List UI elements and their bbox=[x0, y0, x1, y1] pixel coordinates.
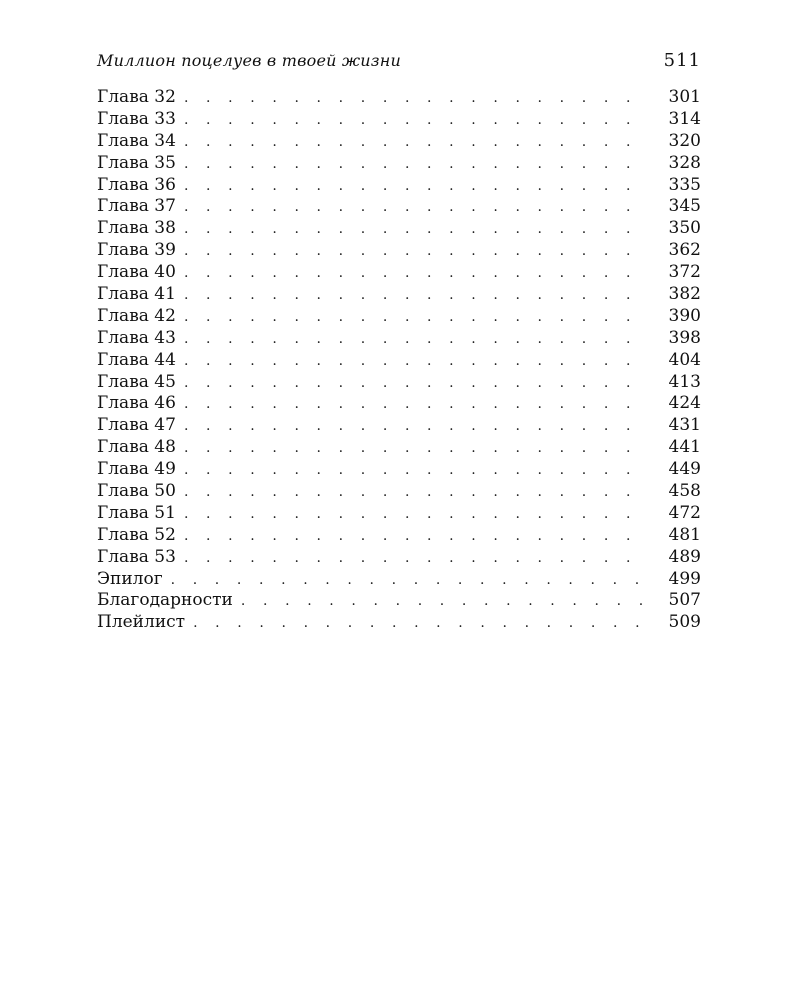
dot-leader bbox=[184, 460, 647, 482]
toc-entry-title: Глава 39 bbox=[97, 240, 176, 261]
toc-entry[interactable] bbox=[97, 372, 701, 394]
toc-entry[interactable] bbox=[97, 306, 701, 328]
toc-entry-page: 472 bbox=[668, 502, 701, 523]
dot-leader bbox=[184, 438, 647, 460]
toc-entry-title: Глава 46 bbox=[97, 393, 176, 414]
toc-entry-title: Плейлист bbox=[97, 612, 186, 633]
toc-entry-page: 382 bbox=[668, 284, 701, 305]
toc-entry-page: 481 bbox=[668, 524, 701, 545]
toc-entry-title: Глава 41 bbox=[97, 284, 176, 305]
toc-entry[interactable] bbox=[97, 612, 701, 634]
dot-leader bbox=[184, 416, 647, 438]
toc-entry-title: Эпилог bbox=[97, 568, 163, 589]
toc-entry[interactable] bbox=[97, 240, 701, 262]
table-of-contents bbox=[97, 87, 701, 634]
toc-entry[interactable] bbox=[97, 196, 701, 218]
toc-entry-page: 398 bbox=[668, 327, 701, 348]
dot-leader bbox=[184, 241, 647, 263]
book-title: Миллион поцелуев в твоей жизни bbox=[97, 51, 401, 70]
toc-entry-title: Глава 45 bbox=[97, 371, 176, 392]
toc-entry[interactable] bbox=[97, 525, 701, 547]
dot-leader bbox=[184, 504, 647, 526]
dot-leader bbox=[241, 591, 647, 613]
toc-entry-title: Глава 47 bbox=[97, 415, 176, 436]
page-number: 511 bbox=[663, 50, 701, 71]
dot-leader bbox=[184, 351, 647, 373]
toc-entry-page: 441 bbox=[668, 437, 701, 458]
toc-entry-page: 314 bbox=[668, 108, 701, 129]
toc-entry-page: 328 bbox=[668, 152, 701, 173]
toc-entry[interactable] bbox=[97, 175, 701, 197]
toc-entry-title: Глава 37 bbox=[97, 196, 176, 217]
toc-entry-page: 372 bbox=[668, 262, 701, 283]
dot-leader bbox=[184, 110, 647, 132]
toc-entry-title: Глава 51 bbox=[97, 502, 176, 523]
toc-entry-title: Глава 42 bbox=[97, 305, 176, 326]
dot-leader bbox=[184, 88, 647, 110]
toc-entry[interactable] bbox=[97, 284, 701, 306]
toc-entry-page: 350 bbox=[668, 218, 701, 239]
toc-entry[interactable] bbox=[97, 547, 701, 569]
dot-leader bbox=[184, 526, 647, 548]
toc-entry-page: 362 bbox=[668, 240, 701, 261]
book-page bbox=[97, 50, 701, 634]
toc-entry-title: Глава 44 bbox=[97, 349, 176, 370]
toc-entry[interactable] bbox=[97, 393, 701, 415]
toc-entry-page: 404 bbox=[668, 349, 701, 370]
toc-entry-page: 489 bbox=[668, 546, 701, 567]
dot-leader bbox=[184, 394, 647, 416]
toc-entry[interactable] bbox=[97, 87, 701, 109]
dot-leader bbox=[184, 132, 647, 154]
toc-entry-page: 458 bbox=[668, 481, 701, 502]
dot-leader bbox=[184, 285, 647, 307]
toc-entry-page: 509 bbox=[668, 612, 701, 633]
toc-entry[interactable] bbox=[97, 437, 701, 459]
dot-leader bbox=[184, 263, 647, 285]
toc-entry[interactable] bbox=[97, 153, 701, 175]
toc-entry-page: 345 bbox=[668, 196, 701, 217]
toc-entry[interactable] bbox=[97, 481, 701, 503]
dot-leader bbox=[184, 176, 647, 198]
toc-entry-title: Глава 32 bbox=[97, 87, 176, 107]
dot-leader bbox=[184, 197, 647, 219]
toc-entry[interactable] bbox=[97, 109, 701, 131]
toc-entry[interactable] bbox=[97, 328, 701, 350]
toc-entry-page: 507 bbox=[668, 590, 701, 611]
toc-entry-title: Глава 52 bbox=[97, 524, 176, 545]
toc-entry-title: Глава 34 bbox=[97, 130, 176, 151]
dot-leader bbox=[184, 154, 647, 176]
toc-entry-title: Глава 33 bbox=[97, 108, 176, 129]
running-header bbox=[97, 50, 701, 76]
toc-entry-page: 390 bbox=[668, 305, 701, 326]
toc-entry-title: Глава 40 bbox=[97, 262, 176, 283]
toc-entry-page: 431 bbox=[668, 415, 701, 436]
toc-entry[interactable] bbox=[97, 131, 701, 153]
toc-entry-page: 424 bbox=[668, 393, 701, 414]
toc-entry-title: Глава 48 bbox=[97, 437, 176, 458]
dot-leader bbox=[184, 548, 647, 570]
toc-entry-title: Глава 35 bbox=[97, 152, 176, 173]
toc-entry[interactable] bbox=[97, 503, 701, 525]
toc-entry-title: Глава 50 bbox=[97, 481, 176, 502]
toc-entry-page: 449 bbox=[668, 459, 701, 480]
toc-entry-page: 413 bbox=[668, 371, 701, 392]
toc-entry-title: Глава 43 bbox=[97, 327, 176, 348]
toc-entry-page: 320 bbox=[668, 130, 701, 151]
toc-entry-page: 499 bbox=[668, 568, 701, 589]
dot-leader bbox=[184, 219, 647, 241]
toc-entry[interactable] bbox=[97, 590, 701, 612]
toc-entry-page: 335 bbox=[668, 174, 701, 195]
dot-leader bbox=[184, 307, 647, 329]
toc-entry[interactable] bbox=[97, 262, 701, 284]
toc-entry[interactable] bbox=[97, 459, 701, 481]
dot-leader bbox=[184, 329, 647, 351]
dot-leader bbox=[184, 482, 647, 504]
dot-leader bbox=[184, 373, 647, 395]
toc-entry-title: Глава 36 bbox=[97, 174, 176, 195]
toc-entry-title: Глава 38 bbox=[97, 218, 176, 239]
toc-entry[interactable] bbox=[97, 569, 701, 591]
toc-entry-title: Глава 49 bbox=[97, 459, 176, 480]
dot-leader bbox=[193, 613, 647, 635]
toc-entry[interactable] bbox=[97, 350, 701, 372]
toc-entry[interactable] bbox=[97, 218, 701, 240]
dot-leader bbox=[171, 570, 647, 592]
toc-entry-title: Благодарности bbox=[97, 590, 233, 611]
toc-entry[interactable] bbox=[97, 415, 701, 437]
toc-entry-page: 301 bbox=[668, 87, 701, 107]
toc-entry-title: Глава 53 bbox=[97, 546, 176, 567]
